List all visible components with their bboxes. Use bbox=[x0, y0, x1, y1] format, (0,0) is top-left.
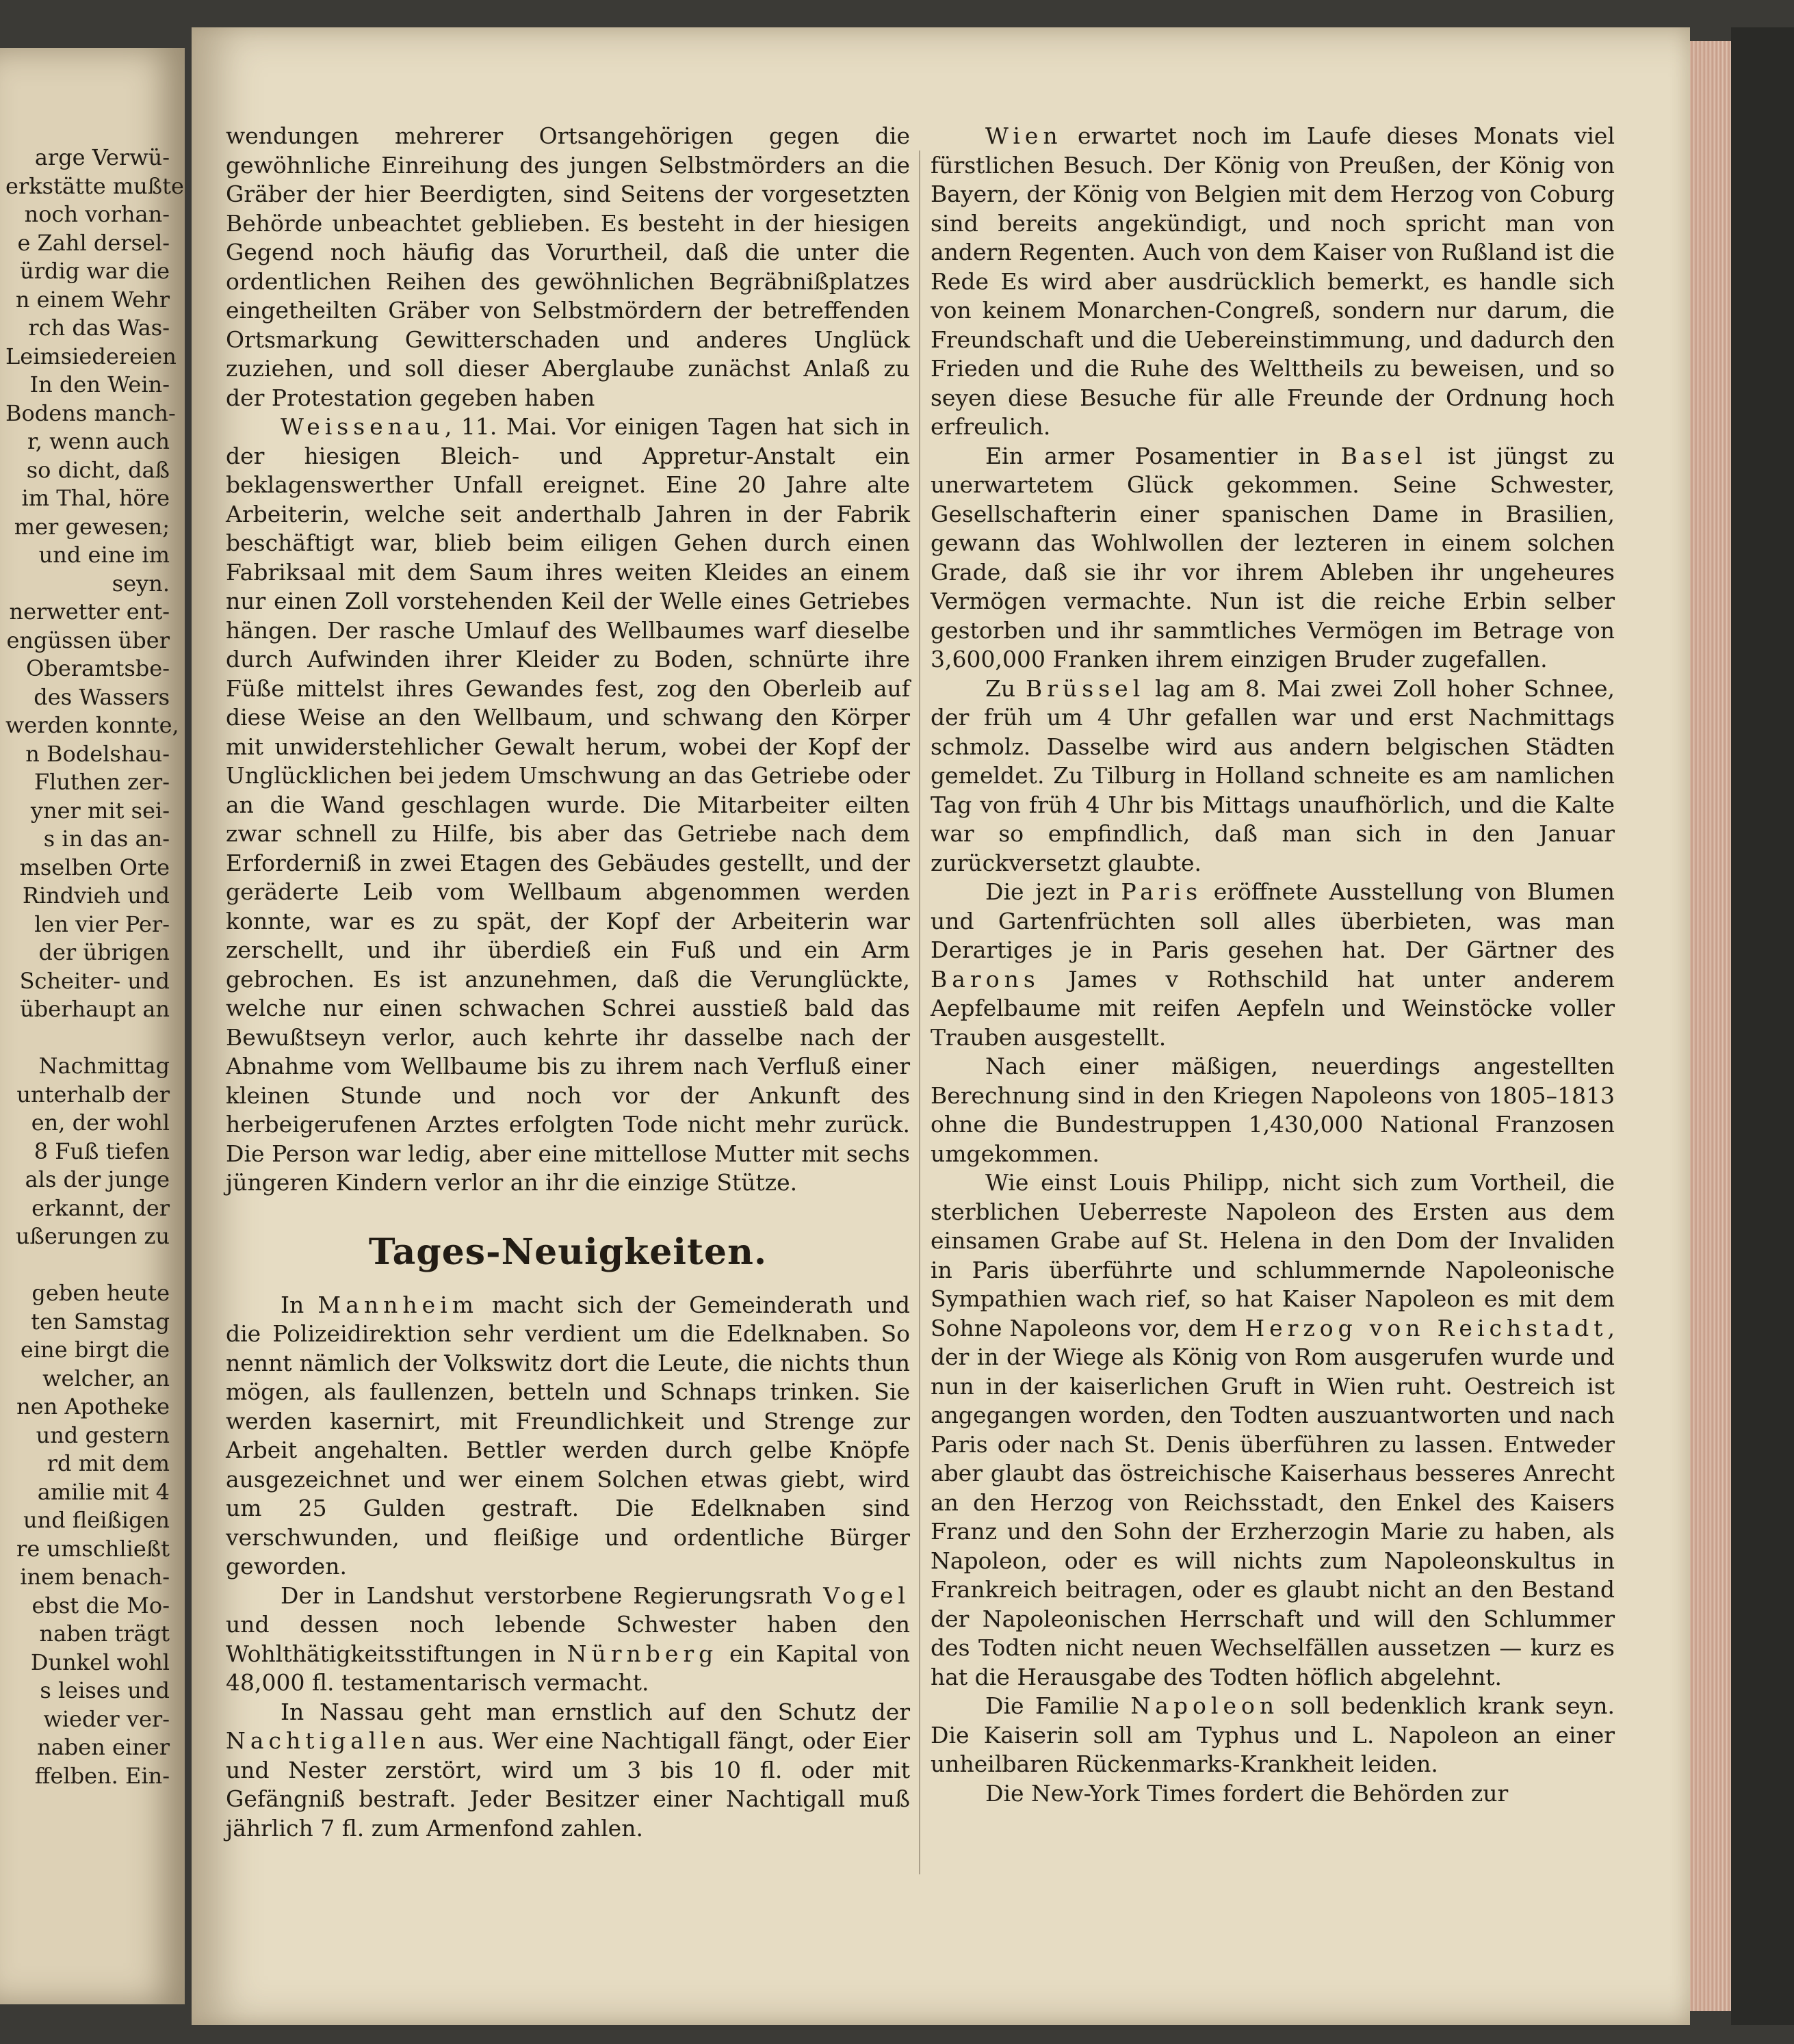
place-paris: Paris bbox=[1121, 878, 1203, 905]
left-fragment-line: Leimsiedereien bbox=[5, 343, 177, 369]
left-page-fragment bbox=[0, 48, 185, 2004]
left-fragment-gap bbox=[5, 1024, 170, 1053]
column-2 bbox=[931, 122, 1615, 1808]
left-fragment-line: noch vorhan- bbox=[24, 201, 170, 227]
left-fragment-line: ürdig war die bbox=[20, 258, 170, 284]
left-fragment-line: s leises und bbox=[40, 1677, 170, 1703]
paragraph-napoleon-kriege: Nach einer mäßigen, neuerdings angestellten Berechnung sind in den Kriegen Napoleons von 1805–1813 ohne die Bundestruppen 1,430,000 National Franzosen umgekommen. bbox=[931, 1053, 1615, 1167]
left-fragment-line: s in das an- bbox=[43, 826, 170, 852]
left-fragment-line: arge Verwü- bbox=[34, 144, 170, 170]
paragraph-nassau: In Nassau geht man ernstlich auf den Schutz der Nachtigallen aus. Wer eine Nachtigall fängt, oder Eier und Nester zerstört, wird um 3 bis 10 fl. oder mit Gefängniß bestraft. Jeder Besitzer einer Nachtigall muß jährlich 7 fl. zum Armenfond zahlen. bbox=[226, 1698, 910, 1842]
place-nuernberg: Nürnberg bbox=[567, 1640, 718, 1667]
left-fragment-line: Dunkel wohl bbox=[30, 1649, 170, 1675]
left-fragment-line: so dicht, daß bbox=[26, 456, 170, 483]
left-fragment-line: Oberamtsbe- bbox=[26, 655, 170, 681]
left-fragment-line: nerwetter ent- bbox=[9, 599, 170, 625]
name-herzog-reichstadt: Herzog von Reichstadt bbox=[1245, 1314, 1608, 1341]
left-fragment-line: naben trägt bbox=[39, 1621, 170, 1647]
name-napoleon: Napoleon bbox=[1130, 1692, 1279, 1719]
left-fragment-line: erkstätte mußte bbox=[5, 172, 184, 199]
place-bruessel: Brüssel bbox=[1026, 674, 1145, 702]
left-fragment-line: rch das Was- bbox=[28, 315, 170, 341]
paragraph-weissenau: Weissenau, 11. Mai. Vor einigen Tagen hat sich in der hiesigen Bleich- und Appretur-Anstalt ein beklagenswerther Unfall ereignet. Eine 20 Jahre alte Arbeiterin, welche seit anderthalb Jahren in der Fabrik beschäftigt war, blieb beim eiligen Gehen durch einen Fabriksaal mit dem Saum ihres weiten Kleides an einem nur einen Zoll vorstehenden Keil der Welle eines Getriebes hängen. Der rasche Umlauf des Wellbaumes warf dieselbe durch Aufwinden ihrer Kleider zu Boden, schnürte ihre Füße mittelst ihres Gewandes fest, zog den Oberleib auf diese Weise an den Wellbaum, und schwang den Körper mit unwiderstehlicher Gewalt herum, wobei der Kopf der Unglücklichen bei jedem Umschwung an das Getriebe oder an die Wand geschlagen wurde. Die Mitarbeiter eilten zwar schnell zu Hilfe, bis aber das Getriebe nach dem Erforderniß in zwei Etagen des Gebäudes gestellt, und der geräderte Leib vom Wellbaum abgenommen werden konnte, war es zu spät, der Kopf der Arbeiterin war zerschellt, und ihr überdieß ein Fuß und ein Arm gebrochen. Es ist anzunehmen, daß die Verunglückte, welche nur einen schwachen Schrei ausstieß bald das Bewußtseyn verlor, auch kehrte ihr dasselbe nach der Abnahme vom Wellbaume bis zu ihrem nach Verfluß einer kleinen Stunde und noch vor der Ankunft des herbeigerufenen Arztes erfolgten Tode nicht mehr zurück. Die Person war ledig, aber eine mittellose Mutter mit sechs jüngeren Kindern verlor an ihr die einzige Stütze. bbox=[226, 413, 910, 1196]
left-fragment-line: Bodens manch- bbox=[5, 399, 176, 426]
left-fragment-line: amilie mit 4 bbox=[37, 1478, 170, 1505]
left-fragment-line: engüssen über bbox=[6, 627, 170, 653]
left-fragment-line: und gestern bbox=[36, 1421, 170, 1448]
paragraph-ortsangehoerige: wendungen mehrerer Ortsangehörigen gegen die gewöhnliche Einreihung des jungen Selbstmörders an die Gräber der hier Beerdigten, sind Seitens der vorgesetzten Behörde unbeachtet geblieben. Es besteht in der hiesigen Gegend noch häufig das Vorurtheil, daß die unter die ordentlichen Reihen des gewöhnlichen Begräbnißplatzes eingetheilten Gräber von Selbstmördern der betreffenden Ortsmarkung Gewitterschaden und anderes Unglück zuziehen, und soll dieser Aberglaube zunächst Anlaß zu der Protestation gegeben haben bbox=[226, 122, 910, 411]
left-fragment-line: erkannt, der bbox=[31, 1194, 170, 1221]
left-fragment-line: geben heute bbox=[31, 1280, 170, 1306]
left-fragment-line: welcher, an bbox=[42, 1365, 170, 1391]
paragraph-paris: Die jezt in Paris eröffnete Ausstellung von Blumen und Gartenfrüchten soll alles überbieten, was man Derartiges je in Paris gesehen hat. Der Gärtner des Barons James v Rothschild hat unter anderem Aepfelbaume mit reifen Aepfeln und Weinstöcke voller Trauben ausgestellt. bbox=[931, 878, 1615, 1051]
paragraph-reichstadt: Wie einst Louis Philipp, nicht sich zum Vortheil, die sterblichen Ueberreste Napoleon des Ersten aus dem einsamen Grabe auf St. Helena in den Dom der Invaliden in Paris überführte und schlummernde Napoleonische Sympathien wach rief, so hat Kaiser Napoleon es mit dem Sohne Napoleons vor, dem Herzog von Reichstadt, der in der Wiege als König von Rom ausgerufen wurde und nun in der kaiserlichen Gruft in Wien ruht. Oestreich ist angegangen worden, den Todten auszuantworten und nach Paris oder nach St. Denis überführen zu lassen. Entweder aber glaubt das östreichische Kaiserhaus besseres Anrecht an den Herzog von Reichsstadt, den Enkel des Kaisers Franz und den Sohn der Erzherzogin Marie zu haben, als Napoleon, oder es will nichts zum Napoleonskultus in Frankreich beitragen, oder es glaubt nicht an den Bestand der Napoleonischen Herrschaft und will den Schlummer des Todten nicht neuen Wechselfällen aussetzen — kurz es hat die Herausgabe des Todten höflich abgelehnt. bbox=[931, 1169, 1615, 1690]
left-fragment-line: re umschließt bbox=[16, 1535, 170, 1562]
paragraph-basel: Ein armer Posamentier in Basel ist jüngst zu unerwartetem Glück gekommen. Seine Schwester, Gesellschafterin einer spanischen Dame in Brasilien, gewann das Wohlwollen der lezteren in einem solchen Grade, daß sie ihr vor ihrem Ableben ihr ungeheures Vermögen vermachte. Nun ist die reiche Erbin selber gestorben und ihr sammtliches Vermögen im Betrage von 3,600,000 Franken ihrem einzigen Bruder zugefallen. bbox=[931, 442, 1615, 672]
paragraph-bruessel: Zu Brüssel lag am 8. Mai zwei Zoll hoher Schnee, der früh um 4 Uhr gefallen war und erst Nachmittags schmolz. Dasselbe wird aus andern belgischen Städten gemeldet. Zu Tilburg in Holland schneite es am namlichen Tag von früh 4 Uhr bis Mittags unaufhörlich, und die Kalte war so empfindlich, daß man sich in den Januar zurückversetzt glaubte. bbox=[931, 674, 1615, 876]
place-wien: Wien bbox=[985, 122, 1063, 149]
left-fragment-line: wieder ver- bbox=[43, 1705, 170, 1732]
paragraph-landshut: Der in Landshut verstorbene Regierungsrath Vogel und dessen noch lebende Schwester haben den Wohlthätigkeitsstiftungen in Nürnberg ein Kapital von 48,000 fl. testamentarisch vermacht. bbox=[226, 1582, 910, 1696]
left-fragment-line: 8 Fuß tiefen bbox=[34, 1138, 170, 1164]
left-fragment-line: seyn. bbox=[112, 570, 170, 597]
name-vogel: Vogel bbox=[823, 1582, 910, 1609]
left-fragment-line: überhaupt an bbox=[20, 996, 170, 1022]
paragraph-familie-napoleon: Die Familie Napoleon soll bedenklich krank seyn. Die Kaiserin soll am Typhus und L. Napoleon an einer unheilbaren Rückenmarks-Krankheit leiden. bbox=[931, 1692, 1615, 1777]
left-fragment-line: len vier Per- bbox=[34, 910, 170, 937]
left-fragment-line: ußerungen zu bbox=[15, 1223, 170, 1249]
left-fragment-line: e Zahl dersel- bbox=[17, 229, 170, 256]
left-fragment-line: ffelben. Ein- bbox=[34, 1762, 170, 1789]
paragraph-wien: Wien erwartet noch im Laufe dieses Monats viel fürstlichen Besuch. Der König von Preußen, der König von Bayern, der König von Belgien mit dem Herzog von Coburg sind bereits angekündigt, und noch spricht man von andern Regenten. Auch von dem Kaiser von Rußland ist die Rede Es wird aber ausdrücklich bemerkt, es handle sich von keinem Monarchen-Congreß, sondern nur darum, die Freundschaft und die Uebereinstimmung, und dadurch den Frieden und die Ruhe des Welttheils zu beweisen, und so seyen diese Besuche für alle Freunde der Ordnung hoch erfreulich. bbox=[931, 122, 1615, 440]
left-fragment-line: werden konnte, bbox=[5, 712, 179, 738]
column-rule bbox=[919, 150, 920, 1874]
left-fragment-line: ebst die Mo- bbox=[31, 1592, 170, 1619]
left-fragment-line: nen Apotheke bbox=[16, 1393, 170, 1419]
left-fragment-line: naben einer bbox=[37, 1734, 170, 1760]
name-barons: Barons bbox=[931, 965, 1040, 993]
left-fragment-line: n Bodelshau- bbox=[25, 740, 170, 767]
left-fragment-line: In den Wein- bbox=[29, 371, 170, 397]
page-edges bbox=[1690, 41, 1731, 2011]
left-fragment-line: des Wassers bbox=[34, 683, 170, 710]
book-cover bbox=[1731, 27, 1794, 2025]
left-fragment-line: und eine im bbox=[38, 542, 170, 568]
left-fragment-line: inem benach- bbox=[20, 1564, 170, 1590]
paragraph-new-york-times: Die New-York Times fordert die Behörden zur bbox=[985, 1779, 1509, 1807]
place-mannheim: Mannheim bbox=[317, 1291, 479, 1318]
section-headline: Tages-Neuigkeiten. bbox=[368, 1231, 768, 1273]
left-fragment-line: Scheiter- und bbox=[19, 967, 170, 994]
left-fragment-line: eine birgt die bbox=[20, 1337, 170, 1363]
left-fragment-line: n einem Wehr bbox=[15, 286, 170, 313]
left-fragment-line: r, wenn auch bbox=[27, 428, 170, 454]
left-fragment-line: Nachmittag bbox=[38, 1053, 170, 1079]
left-fragment-line: rd mit dem bbox=[47, 1450, 170, 1476]
left-fragment-line: mer gewesen; bbox=[14, 513, 170, 540]
left-fragment-line: der übrigen bbox=[38, 939, 170, 965]
left-fragment-line: unterhalb der bbox=[16, 1081, 170, 1108]
column-1 bbox=[226, 122, 910, 1843]
word-nachtigallen: Nachtigallen bbox=[226, 1727, 430, 1754]
left-column-fragment bbox=[5, 144, 184, 1790]
left-fragment-line: Fluthen zer- bbox=[34, 769, 170, 795]
place-weissenau: Weissenau bbox=[281, 413, 445, 440]
left-fragment-line: und fleißigen bbox=[23, 1507, 170, 1533]
left-fragment-line: en, der wohl bbox=[31, 1110, 170, 1136]
left-fragment-line: Rindvieh und bbox=[22, 882, 170, 908]
paragraph-mannheim: In Mannheim macht sich der Gemeinderath und die Polizeidirektion sehr verdient um die Edelknaben. So nennt nämlich der Volkswitz dort die Leute, die nichts thun mögen, als faullenzen, betteln und Schnaps trinken. Sie werden kasernirt, mit Freundlichkeit und Strenge zur Arbeit angehalten. Bettler werden durch gelbe Knöpfe ausgezeichnet und wer einem Solchen etwas giebt, wird um 25 Gulden gestraft. Die Edelknaben sind verschwunden, und fleißige und ordentliche Bürger geworden. bbox=[226, 1291, 911, 1580]
left-fragment-line: ten Samstag bbox=[31, 1308, 170, 1335]
left-fragment-line: yner mit sei- bbox=[30, 797, 170, 824]
left-fragment-gap bbox=[5, 1251, 170, 1280]
left-fragment-line: als der junge bbox=[25, 1166, 170, 1192]
left-fragment-line: mselben Orte bbox=[19, 854, 170, 880]
left-fragment-line: im Thal, höre bbox=[21, 485, 170, 511]
place-basel: Basel bbox=[1340, 442, 1427, 469]
